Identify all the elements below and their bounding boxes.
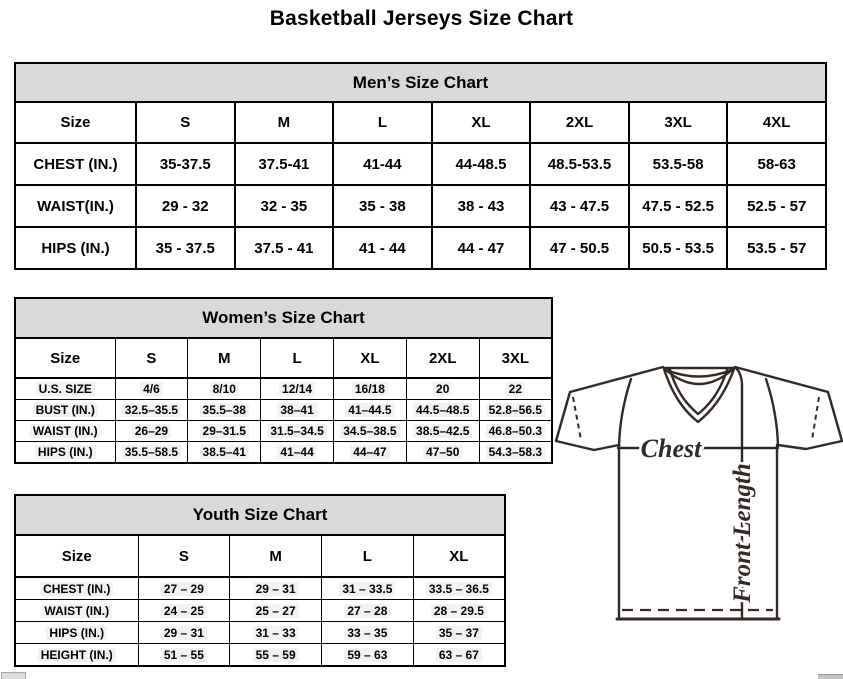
value-cell <box>235 143 334 185</box>
value-cell-text: 46.8–50.3 <box>486 424 545 438</box>
value-cell-text: 41-44 <box>363 155 402 173</box>
row-label <box>15 622 138 644</box>
value-cell-text: 38.5–41 <box>200 445 249 459</box>
column-header-text: 2XL <box>428 349 457 367</box>
column-header-text: XL <box>471 114 491 131</box>
value-cell-text: 41–44.5 <box>345 403 394 417</box>
value-cell <box>479 442 552 464</box>
value-cell <box>115 421 188 442</box>
value-cell <box>479 421 552 442</box>
column-header-text: L <box>362 547 372 565</box>
column-header <box>432 102 531 143</box>
column-header-text: M <box>277 114 291 131</box>
column-header-text: Size <box>60 114 91 131</box>
value-cell <box>230 600 322 622</box>
value-cell-text: 35 - 37.5 <box>155 239 215 257</box>
value-cell-text: 53.5-58 <box>652 155 704 173</box>
value-cell <box>333 143 432 185</box>
table-row <box>15 227 826 269</box>
value-cell-text: 50.5 - 53.5 <box>642 239 714 257</box>
column-header-text: S <box>178 547 189 565</box>
table-row <box>15 577 505 600</box>
value-cell <box>333 442 406 464</box>
value-cell <box>230 577 322 600</box>
value-cell-text: 47–50 <box>423 445 462 459</box>
value-cell <box>413 644 505 667</box>
value-cell-text: 16/18 <box>352 382 388 396</box>
row-label-text: HIPS (IN.) <box>35 445 96 459</box>
value-cell <box>530 143 629 185</box>
value-cell <box>138 644 230 667</box>
table-title-row <box>15 495 505 535</box>
value-cell <box>136 143 235 185</box>
youth-size-table <box>14 494 506 667</box>
value-cell <box>432 143 531 185</box>
value-cell <box>188 400 261 421</box>
column-header-row <box>15 102 826 143</box>
table-row <box>15 442 552 464</box>
value-cell-text: 33.5 – 36.5 <box>426 582 492 596</box>
table-title-row <box>15 63 826 102</box>
row-label <box>15 143 136 185</box>
value-cell <box>188 421 261 442</box>
value-cell-text: 31 – 33 <box>253 626 299 640</box>
value-cell <box>138 577 230 600</box>
column-header <box>15 535 138 577</box>
value-cell-text: 4/6 <box>140 382 163 396</box>
column-header <box>235 102 334 143</box>
mens-size-table <box>14 62 827 270</box>
value-cell <box>530 227 629 269</box>
value-cell <box>406 442 479 464</box>
value-cell <box>138 622 230 644</box>
value-cell <box>530 185 629 227</box>
value-cell-text: 54.3–58.3 <box>486 445 545 459</box>
value-cell <box>333 185 432 227</box>
row-label-text: HEIGHT (IN.) <box>38 648 116 662</box>
table-title-text: Women’s Size Chart <box>202 308 365 327</box>
table-title-text: Youth Size Chart <box>192 505 328 524</box>
value-cell <box>188 442 261 464</box>
jersey-collar <box>664 368 734 422</box>
jersey-right-sleeve-outline <box>735 367 842 449</box>
table-row <box>15 600 505 622</box>
value-cell <box>322 644 414 667</box>
column-header <box>115 338 188 378</box>
value-cell-text: 28 – 29.5 <box>431 604 487 618</box>
value-cell-text: 32.5–35.5 <box>122 403 181 417</box>
value-cell <box>629 143 728 185</box>
row-label-text: CHEST (IN.) <box>33 155 118 173</box>
value-cell-text: 44 - 47 <box>457 239 505 257</box>
value-cell <box>235 185 334 227</box>
value-cell <box>235 227 334 269</box>
column-header <box>15 338 115 378</box>
column-header <box>629 102 728 143</box>
value-cell-text: 63 – 67 <box>436 648 482 662</box>
value-cell <box>322 622 414 644</box>
value-cell-text: 35 – 37 <box>436 626 482 640</box>
value-cell-text: 38–41 <box>277 403 316 417</box>
table-row <box>15 378 552 400</box>
value-cell-text: 44–47 <box>350 445 389 459</box>
value-cell-text: 8/10 <box>210 382 239 396</box>
row-label-text: WAIST (IN.) <box>41 604 112 618</box>
value-cell-text: 52.8–56.5 <box>486 403 545 417</box>
table-title <box>15 63 826 102</box>
column-header-row <box>15 535 505 577</box>
row-label-text: CHEST (IN.) <box>40 582 113 596</box>
column-header <box>479 338 552 378</box>
row-label <box>15 600 138 622</box>
row-label-text: HIPS (IN.) <box>41 239 110 257</box>
value-cell-text: 35 - 38 <box>359 197 406 215</box>
row-label <box>15 378 115 400</box>
row-label <box>15 644 138 667</box>
cropped-ui-fragment-left <box>1 672 26 679</box>
value-cell-text: 25 – 27 <box>253 604 299 618</box>
value-cell-text: 29 - 32 <box>161 197 209 215</box>
row-label-text: BUST (IN.) <box>33 403 98 417</box>
row-label-text: WAIST (IN.) <box>30 424 101 438</box>
table-row <box>15 185 826 227</box>
value-cell-text: 52.5 - 57 <box>747 197 807 215</box>
column-header <box>333 102 432 143</box>
table-row <box>15 400 552 421</box>
column-header-text: 4XL <box>762 114 791 131</box>
value-cell <box>261 378 334 400</box>
value-cell <box>230 644 322 667</box>
value-cell <box>261 421 334 442</box>
cropped-ui-fragment-right <box>818 674 843 679</box>
value-cell <box>115 400 188 421</box>
value-cell-text: 48.5-53.5 <box>547 155 612 173</box>
value-cell-text: 55 – 59 <box>253 648 299 662</box>
row-label <box>15 577 138 600</box>
value-cell <box>479 378 552 400</box>
column-header <box>413 535 505 577</box>
value-cell-text: 33 – 35 <box>344 626 390 640</box>
column-header <box>136 102 235 143</box>
column-header-text: Size <box>61 547 92 565</box>
value-cell <box>629 185 728 227</box>
value-cell-text: 27 – 28 <box>344 604 390 618</box>
value-cell <box>727 185 826 227</box>
value-cell <box>333 400 406 421</box>
value-cell-text: 41 - 44 <box>359 239 406 257</box>
value-cell-text: 47.5 - 52.5 <box>642 197 714 215</box>
column-header <box>727 102 826 143</box>
value-cell-text: 34.5–38.5 <box>340 424 399 438</box>
column-header-text: 3XL <box>501 349 530 367</box>
value-cell-text: 12/14 <box>279 382 315 396</box>
table-row <box>15 143 826 185</box>
page-title: Basketball Jerseys Size Chart <box>269 7 574 30</box>
value-cell-text: 38.5–42.5 <box>413 424 472 438</box>
value-cell <box>413 577 505 600</box>
column-header-text: 3XL <box>664 114 692 131</box>
value-cell-text: 51 – 55 <box>161 648 207 662</box>
column-header <box>333 338 406 378</box>
row-label <box>15 400 115 421</box>
value-cell-text: 29–31.5 <box>200 424 249 438</box>
value-cell-text: 24 – 25 <box>161 604 207 618</box>
value-cell <box>413 622 505 644</box>
column-header-text: Size <box>50 349 81 367</box>
value-cell-text: 44-48.5 <box>455 155 507 173</box>
value-cell <box>115 442 188 464</box>
row-label <box>15 442 115 464</box>
value-cell-text: 26–29 <box>132 424 171 438</box>
row-label-text: WAIST(IN.) <box>37 197 114 215</box>
value-cell-text: 20 <box>433 382 452 396</box>
value-cell-text: 38 - 43 <box>457 197 505 215</box>
front-length-label: Front Length <box>729 463 756 603</box>
value-cell <box>432 227 531 269</box>
column-header-text: S <box>180 114 191 131</box>
value-cell-text: 35.5–38 <box>200 403 249 417</box>
value-cell <box>136 185 235 227</box>
value-cell <box>333 421 406 442</box>
row-label-text: U.S. SIZE <box>36 382 95 396</box>
column-header-text: XL <box>360 349 380 367</box>
value-cell-text: 41–44 <box>277 445 316 459</box>
table-row <box>15 622 505 644</box>
value-cell-text: 59 – 63 <box>344 648 390 662</box>
womens-size-table <box>14 297 553 464</box>
column-header-text: L <box>377 114 387 131</box>
table-title-row <box>15 298 552 338</box>
value-cell-text: 29 – 31 <box>253 582 299 596</box>
value-cell-text: 44.5–48.5 <box>413 403 472 417</box>
column-header <box>322 535 414 577</box>
value-cell <box>188 378 261 400</box>
value-cell-text: 53.5 - 57 <box>747 239 807 257</box>
value-cell <box>138 600 230 622</box>
table-title <box>15 495 505 535</box>
column-header-text: L <box>292 349 302 367</box>
table-row <box>15 644 505 667</box>
value-cell <box>432 185 531 227</box>
value-cell <box>333 227 432 269</box>
value-cell-text: 47 - 50.5 <box>549 239 610 257</box>
row-label-text: HIPS (IN.) <box>46 626 107 640</box>
value-cell-text: 31.5–34.5 <box>267 424 326 438</box>
value-cell <box>261 442 334 464</box>
value-cell-text: 27 – 29 <box>161 582 207 596</box>
column-header <box>406 338 479 378</box>
column-header-row <box>15 338 552 378</box>
value-cell-text: 37.5 - 41 <box>254 239 314 257</box>
table-title <box>15 298 552 338</box>
column-header-text: 2XL <box>565 114 594 131</box>
value-cell-text: 32 - 35 <box>260 197 308 215</box>
value-cell <box>727 227 826 269</box>
value-cell <box>406 400 479 421</box>
value-cell <box>322 600 414 622</box>
row-label <box>15 421 115 442</box>
value-cell <box>136 227 235 269</box>
value-cell-text: 58-63 <box>757 155 796 173</box>
table-title-text: Men’s Size Chart <box>352 72 489 92</box>
column-header <box>188 338 261 378</box>
column-header-text: XL <box>449 547 469 565</box>
column-header <box>138 535 230 577</box>
value-cell <box>413 600 505 622</box>
value-cell <box>261 400 334 421</box>
chest-label: Chest <box>640 434 702 463</box>
value-cell <box>406 378 479 400</box>
row-label <box>15 227 136 269</box>
jersey-diagram <box>553 356 843 636</box>
value-cell <box>406 421 479 442</box>
column-header <box>530 102 629 143</box>
value-cell <box>322 577 414 600</box>
table-row <box>15 421 552 442</box>
column-header-text: M <box>269 547 282 565</box>
value-cell-text: 43 - 47.5 <box>549 197 610 215</box>
value-cell <box>479 400 552 421</box>
value-cell-text: 29 – 31 <box>161 626 207 640</box>
value-cell-text: 22 <box>506 382 525 396</box>
row-label <box>15 185 136 227</box>
column-header <box>230 535 322 577</box>
value-cell <box>727 143 826 185</box>
value-cell-text: 31 – 33.5 <box>339 582 395 596</box>
value-cell <box>333 378 406 400</box>
column-header <box>261 338 334 378</box>
value-cell <box>230 622 322 644</box>
column-header-text: M <box>217 349 231 367</box>
value-cell <box>115 378 188 400</box>
column-header <box>15 102 136 143</box>
column-header-text: S <box>146 349 157 367</box>
value-cell-text: 35.5–58.5 <box>122 445 181 459</box>
value-cell <box>629 227 728 269</box>
value-cell-text: 37.5-41 <box>258 155 310 173</box>
value-cell-text: 35-37.5 <box>159 155 211 173</box>
